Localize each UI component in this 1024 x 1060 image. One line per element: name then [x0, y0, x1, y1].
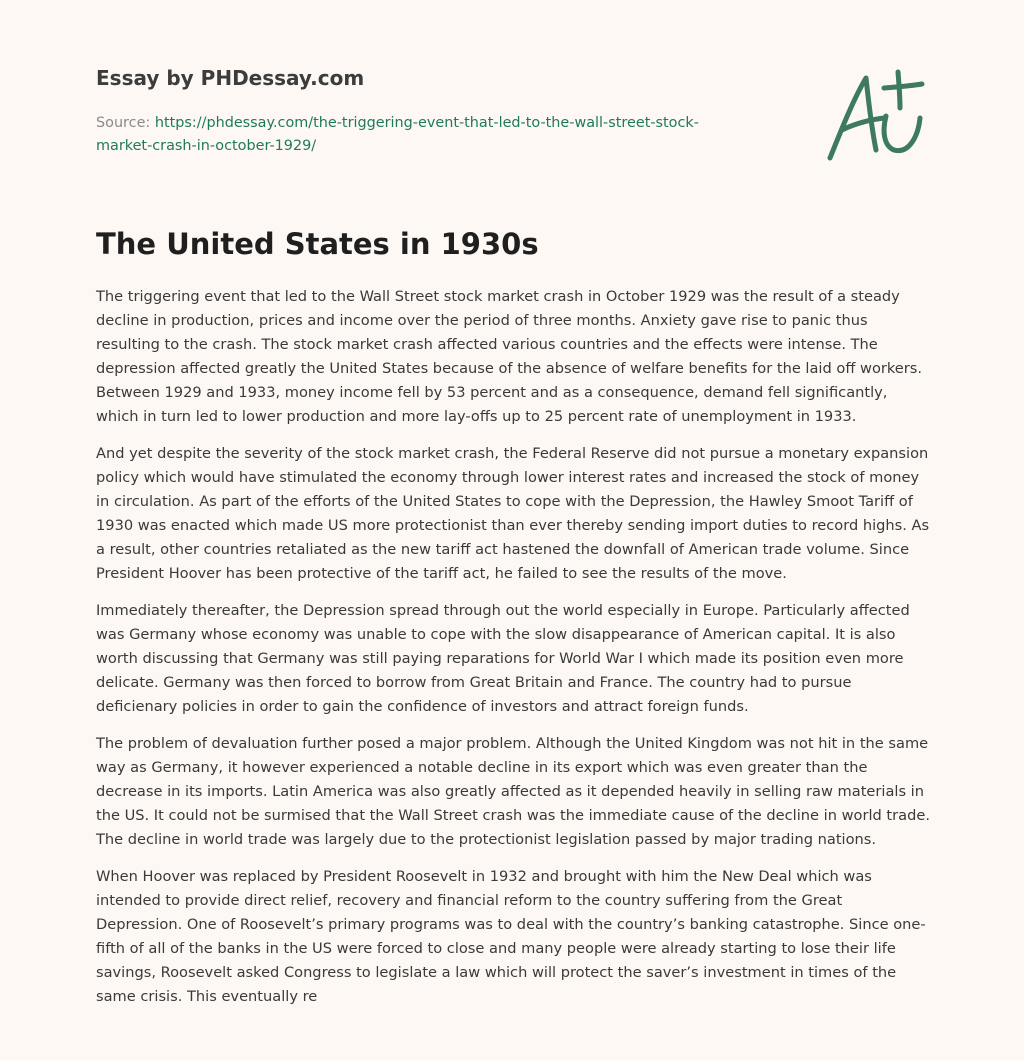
essay-paragraph: The triggering event that led to the Wall Street stock market crash in October 1929 was the result of a steady decline in production, prices and income over the period of three months. Anxiety gave rise to panic thus resulting to the crash. The stock market crash affected various countries and the effects were intense. The depression affected greatly the United States because of the absence of welfare benefits for the laid off workers. Between 1929 and 1933, money income fell by 53 percent and as a consequence, demand fell significantly, which in turn led to lower production and more lay-offs up to 25 percent rate of unemployment in 1933.	[96, 288, 923, 425]
source-line	[96, 112, 736, 158]
essay-body	[96, 285, 932, 1022]
essay-title: The United States in 1930s	[96, 227, 539, 261]
source-label: Source:	[96, 115, 151, 131]
source-url-line-1: https://phdessay.com/the-triggering-event-that-led-to-the-wall-street-stock-	[154, 115, 699, 131]
site-brand: Essay by PHDessay.com	[96, 66, 365, 90]
page-header	[96, 64, 796, 158]
a-plus-logo-icon	[820, 66, 930, 166]
essay-paragraph: And yet despite the severity of the stock market crash, the Federal Reserve did not pursue a monetary expansion policy which would have stimulated the economy through lower interest rates and increased the stock of money in circulation. As part of the efforts of the United States to cope with the Depression, the Hawley Smoot Tariff of 1930 was enacted which made US more protectionist than ever thereby sending import duties to record highs. As a result, other countries retaliated as the new tariff act hastened the downfall of American trade volume. Since President Hoover has been protective of the tariff act, he failed to see the results of the move.	[96, 445, 930, 582]
essay-paragraph: When Hoover was replaced by President Roosevelt in 1932 and brought with him the New Deal which was intended to provide direct relief, recovery and financial reform to the country suffering from the Great Depression. One of Roosevelt’s primary programs was to deal with the country’s banking catastrophe. Since one-fifth of all of the banks in the US were forced to close and many people were already starting to lose their life savings, Roosevelt asked Congress to legislate a law which will protect the saver’s investment in times of the same crisis. This eventually re	[96, 868, 926, 1005]
source-link[interactable]	[96, 115, 699, 154]
essay-paragraph: Immediately thereafter, the Depression spread through out the world especially in Europe. Particularly affected was Germany whose economy was unable to cope with the slow disappearance of American capital. It is also worth discussing that Germany was still paying reparations for World War I which made its position even more delicate. Germany was then forced to borrow from Great Britain and France. The country had to pursue deficienary policies in order to gain the confidence of investors and attract foreign funds.	[96, 602, 910, 715]
source-url-line-2: market-crash-in-october-1929/	[96, 138, 317, 154]
essay-paragraph: The problem of devaluation further posed a major problem. Although the United Kingdom was not hit in the same way as Germany, it however experienced a notable decline in its export which was even greater than the decrease in its imports. Latin America was also greatly affected as it depended heavily in selling raw materials in the US. It could not be surmised that the Wall Street crash was the immediate cause of the decline in world trade. The decline in world trade was largely due to the protectionist legislation passed by major trading nations.	[96, 735, 930, 848]
